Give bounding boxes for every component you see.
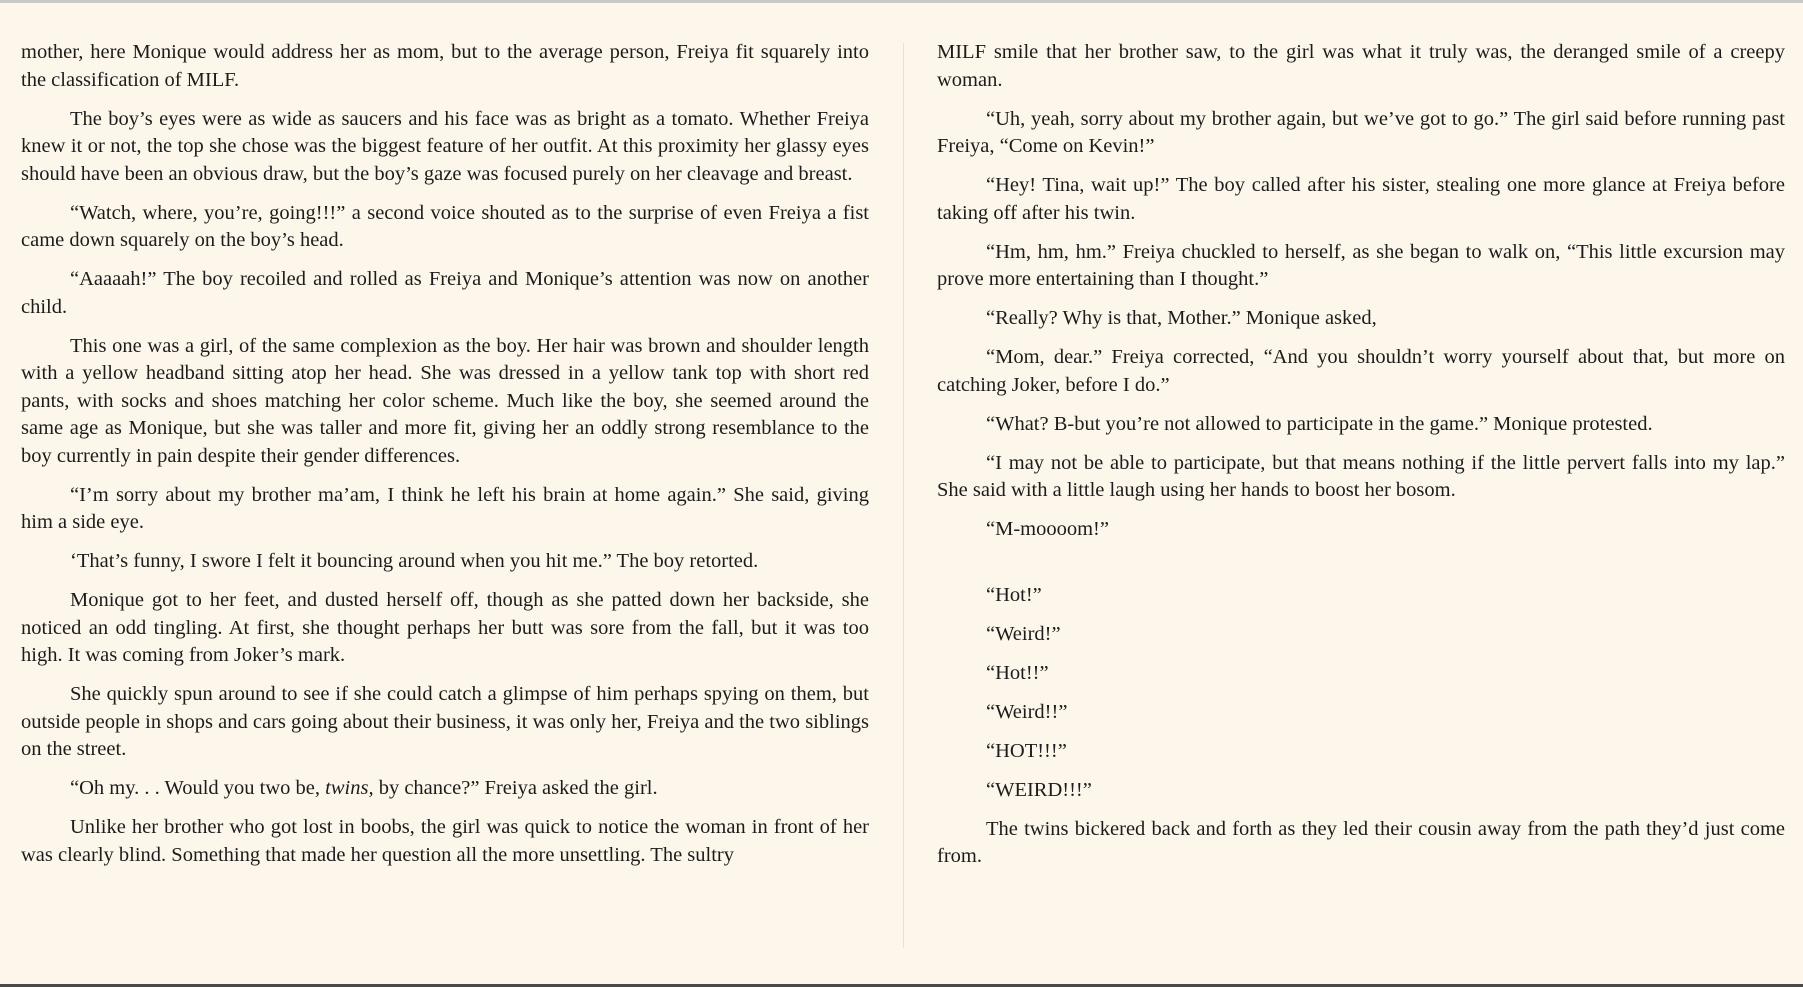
paragraph: She quickly spun around to see if she could catch a glimpse of him perhaps spying on them, but outside people in shops and cars going about their business, it was only her, Freiya and the two siblings on the street. bbox=[21, 683, 869, 760]
left-page bbox=[21, 39, 869, 881]
paragraph: The twins bickered back and forth as they led their cousin away from the path they’d just come from. bbox=[937, 817, 1785, 867]
paragraph bbox=[21, 775, 869, 803]
text-run: by chance?” Freiya asked the girl. bbox=[373, 777, 658, 799]
paragraph: “What? B-but you’re not allowed to participate in the game.” Monique protested. bbox=[986, 412, 1653, 435]
text-run: “Oh my. . . Would you two be, bbox=[70, 777, 326, 799]
paragraph: “Hey! Tina, wait up!” The boy called after his sister, stealing one more glance at Freiya before taking off after his twin. bbox=[937, 174, 1785, 224]
paragraph: “Hm, hm, hm.” Freiya chuckled to herself, as she began to walk on, “This little excursion may prove more entertaining than I thought.” bbox=[937, 240, 1785, 290]
page-divider bbox=[903, 43, 904, 948]
paragraph: “Hot!” bbox=[986, 583, 1042, 606]
paragraph: This one was a girl, of the same complexion as the boy. Her hair was brown and shoulder length with a yellow headband sitting atop her head. She was dressed in a yellow tank top with short red pants, with socks and shoes matching her color scheme. Much like the boy, she seemed around the same age as Monique, but she was taller and more fit, giving her an oddly strong resemblance to the boy currently in pain despite their gender differences. bbox=[21, 334, 869, 467]
paragraph: MILF smile that her brother saw, to the girl was what it truly was, the deranged smile of a creepy woman. bbox=[937, 41, 1785, 91]
paragraph: “Hot!!” bbox=[986, 661, 1049, 684]
paragraph: “M-moooom!” bbox=[986, 518, 1109, 540]
paragraph: “Weird!!” bbox=[986, 700, 1068, 723]
paragraph: “Really? Why is that, Mother.” Monique asked, bbox=[986, 307, 1377, 329]
paragraph: “I’m sorry about my brother ma’am, I think he left his brain at home again.” She said, giving him a side eye. bbox=[21, 483, 869, 533]
paragraph: “I may not be able to participate, but that means nothing if the little pervert falls into my lap.” She said with a little laugh using her hands to boost her bosom. bbox=[937, 451, 1785, 501]
paragraph: “HOT!!!” bbox=[986, 739, 1067, 762]
paragraph: mother, here Monique would address her as mom, but to the average person, Freiya fit squarely into the classification of MILF. bbox=[21, 41, 869, 91]
paragraph: “Weird!” bbox=[986, 622, 1061, 645]
paragraph: ‘That’s funny, I swore I felt it bouncing around when you hit me.” The boy retorted. bbox=[70, 550, 759, 572]
paragraph: “Aaaaah!” The boy recoiled and rolled as Freiya and Monique’s attention was now on another child. bbox=[21, 268, 869, 318]
paragraph: “Mom, dear.” Freiya corrected, “And you shouldn’t worry yourself about that, but more on catching Joker, before I do.” bbox=[937, 346, 1785, 396]
paragraph: “WEIRD!!!” bbox=[986, 778, 1092, 801]
paragraph: “Uh, yeah, sorry about my brother again, but we’ve got to go.” The girl said before running past Freiya, “Come on Kevin!” bbox=[937, 107, 1785, 157]
paragraph: Monique got to her feet, and dusted herself off, though as she patted down her backside, she noticed an odd tingling. At first, she thought perhaps her butt was sore from the fall, but it was too high. It was coming from Joker’s mark. bbox=[21, 589, 869, 666]
paragraph: Unlike her brother who got lost in boobs, the girl was quick to notice the woman in front of her was clearly blind. Something that made her question all the more unsettling. The sultry bbox=[21, 816, 869, 866]
emphasis-text: twins, bbox=[325, 777, 374, 799]
paragraph: The boy’s eyes were as wide as saucers and his face was as bright as a tomato. Whether Freiya knew it or not, the top she chose was the biggest feature of her outfit. At this proximity her glassy eyes should have been an obvious draw, but the boy’s gaze was focused purely on her cleavage and breast. bbox=[21, 107, 869, 185]
paragraph: “Watch, where, you’re, going!!!” a second voice shouted as to the surprise of even Freiya a fist came down squarely on the boy’s head. bbox=[21, 201, 869, 251]
right-page bbox=[937, 39, 1785, 882]
